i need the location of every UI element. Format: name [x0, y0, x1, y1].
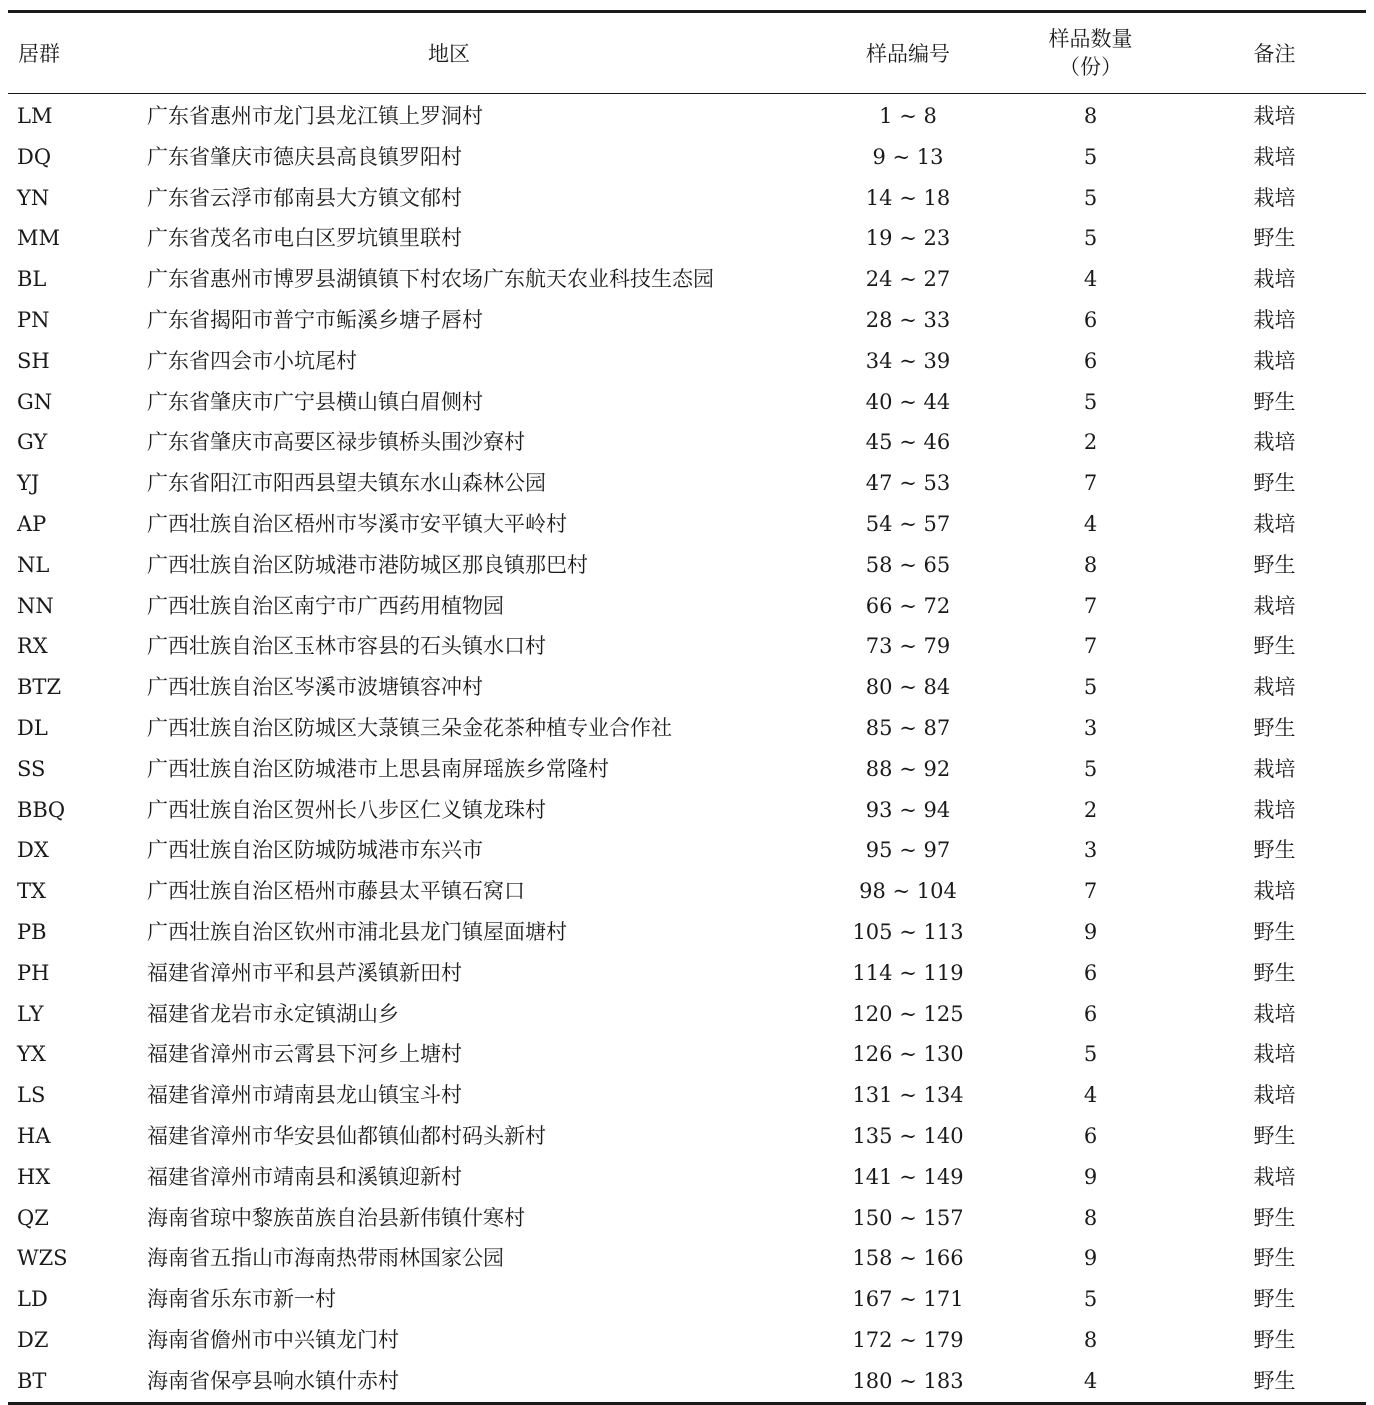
cell-sample-count: 3: [1083, 838, 1098, 863]
cell-region: 广东省惠州市博罗县湖镇镇下村农场广东航天农业科技生态园: [147, 267, 714, 292]
cell-sample-count: 5: [1083, 389, 1098, 414]
table-row: [8, 708, 1366, 749]
cell-region: 广西壮族自治区防城防城港市东兴市: [147, 838, 483, 863]
cell-region: 广东省肇庆市高要区禄步镇桥头围沙寮村: [147, 430, 525, 455]
cell-sample-count: 9: [1083, 919, 1098, 944]
cell-note: 野生: [1253, 552, 1296, 577]
cell-note: 栽培: [1253, 307, 1296, 332]
cell-population: LS: [17, 1083, 46, 1108]
cell-population: LM: [17, 104, 53, 128]
cell-note: 野生: [1253, 715, 1296, 740]
cell-sample-ids: 158 ~ 166: [852, 1246, 964, 1271]
cell-region: 海南省乐东市新一村: [147, 1287, 336, 1312]
cell-note: 栽培: [1253, 511, 1296, 536]
cell-population: DQ: [17, 144, 52, 169]
cell-note: 野生: [1253, 471, 1296, 496]
cell-population: SS: [17, 756, 46, 781]
cell-region: 广西壮族自治区梧州市岑溪市安平镇大平岭村: [147, 511, 567, 536]
cell-sample-count: 5: [1083, 1042, 1098, 1067]
table-row: [8, 1198, 1366, 1239]
cell-region: 福建省龙岩市永定镇湖山乡: [147, 1001, 399, 1026]
cell-sample-ids: 167 ~ 171: [852, 1287, 964, 1312]
cell-note: 栽培: [1253, 797, 1296, 822]
header-population: 居群: [18, 42, 60, 66]
cell-note: 栽培: [1253, 430, 1296, 455]
cell-sample-ids: 19 ~ 23: [865, 226, 951, 251]
cell-population: PH: [17, 960, 50, 985]
cell-sample-count: 8: [1083, 104, 1098, 128]
cell-region: 广东省揭阳市普宁市鲘溪乡塘子唇村: [147, 307, 483, 332]
cell-region: 广西壮族自治区南宁市广西药用植物园: [147, 593, 504, 618]
cell-sample-ids: 98 ~ 104: [859, 879, 957, 904]
cell-region: 福建省漳州市云霄县下河乡上塘村: [147, 1042, 462, 1067]
cell-population: DZ: [17, 1327, 49, 1352]
cell-population: GY: [17, 430, 48, 455]
header-note: 备注: [1253, 42, 1296, 66]
cell-sample-count: 5: [1083, 1287, 1098, 1312]
cell-note: 野生: [1253, 960, 1296, 985]
table-row: [8, 218, 1366, 259]
cell-sample-ids: 141 ~ 149: [852, 1164, 964, 1189]
cell-sample-ids: 95 ~ 97: [865, 838, 951, 863]
table-row: [8, 137, 1366, 178]
cell-population: WZS: [17, 1246, 68, 1271]
table-row: [8, 667, 1366, 708]
table-row: [8, 1279, 1366, 1320]
cell-population: QZ: [17, 1205, 49, 1230]
cell-sample-count: 7: [1083, 471, 1098, 496]
cell-region: 福建省漳州市平和县芦溪镇新田村: [147, 960, 462, 985]
cell-sample-count: 2: [1083, 430, 1098, 455]
cell-region: 广西壮族自治区防城区大菉镇三朵金花茶种植专业合作社: [147, 715, 672, 740]
table-row: [8, 586, 1366, 627]
cell-region: 广西壮族自治区防城港市港防城区那良镇那巴村: [147, 552, 588, 577]
cell-note: 栽培: [1253, 185, 1296, 210]
cell-sample-ids: 9 ~ 13: [872, 144, 944, 169]
table-row: [8, 96, 1366, 137]
cell-note: 野生: [1253, 226, 1296, 251]
cell-population: LY: [17, 1001, 44, 1026]
cell-sample-ids: 54 ~ 57: [865, 511, 951, 536]
cell-sample-ids: 80 ~ 84: [865, 675, 951, 700]
cell-sample-count: 7: [1083, 634, 1098, 659]
cell-note: 野生: [1253, 1368, 1296, 1393]
cell-sample-count: 7: [1083, 879, 1098, 904]
table-row: [8, 790, 1366, 831]
cell-sample-ids: 105 ~ 113: [852, 919, 964, 944]
cell-region: 广西壮族自治区岑溪市波塘镇容冲村: [147, 675, 483, 700]
table-row: [8, 871, 1366, 912]
cell-sample-ids: 34 ~ 39: [865, 348, 951, 373]
table-row: [8, 1034, 1366, 1075]
cell-population: YN: [17, 185, 50, 210]
cell-population: MM: [17, 226, 61, 251]
cell-sample-count: 5: [1083, 226, 1098, 251]
cell-region: 广西壮族自治区玉林市容县的石头镇水口村: [147, 634, 546, 659]
cell-population: PB: [17, 919, 47, 944]
cell-sample-count: 4: [1083, 267, 1098, 292]
cell-region: 广东省茂名市电白区罗坑镇里联村: [147, 226, 462, 251]
cell-sample-ids: 180 ~ 183: [852, 1368, 964, 1393]
cell-sample-count: 5: [1083, 675, 1098, 700]
table-row: [8, 178, 1366, 219]
cell-sample-count: 4: [1083, 1083, 1098, 1108]
cell-note: 野生: [1253, 1123, 1296, 1148]
cell-sample-ids: 66 ~ 72: [865, 593, 951, 618]
cell-note: 栽培: [1253, 348, 1296, 373]
cell-population: DX: [17, 838, 49, 863]
cell-sample-ids: 1 ~ 8: [879, 104, 937, 128]
cell-sample-ids: 28 ~ 33: [865, 307, 951, 332]
cell-sample-count: 9: [1083, 1246, 1098, 1271]
cell-sample-count: 6: [1083, 1001, 1098, 1026]
cell-region: 广东省云浮市郁南县大方镇文郁村: [147, 185, 462, 210]
table-row: [8, 749, 1366, 790]
cell-sample-count: 6: [1083, 960, 1098, 985]
cell-note: 栽培: [1253, 144, 1296, 169]
cell-note: 栽培: [1253, 1042, 1296, 1067]
cell-population: TX: [17, 879, 46, 904]
cell-region: 海南省五指山市海南热带雨林国家公园: [147, 1246, 504, 1271]
table-row: [8, 912, 1366, 953]
cell-sample-count: 5: [1083, 185, 1098, 210]
table-row: [8, 994, 1366, 1035]
cell-sample-ids: 85 ~ 87: [865, 715, 951, 740]
cell-population: YJ: [17, 471, 40, 496]
cell-population: BBQ: [17, 797, 66, 822]
cell-sample-ids: 47 ~ 53: [865, 471, 951, 496]
cell-sample-ids: 150 ~ 157: [852, 1205, 964, 1230]
cell-population: BL: [17, 267, 47, 292]
cell-sample-ids: 120 ~ 125: [852, 1001, 964, 1026]
cell-sample-count: 6: [1083, 307, 1098, 332]
cell-population: DL: [17, 715, 48, 740]
cell-sample-count: 4: [1083, 1368, 1098, 1393]
cell-sample-ids: 135 ~ 140: [852, 1123, 964, 1148]
cell-sample-ids: 14 ~ 18: [865, 185, 951, 210]
cell-sample-count: 5: [1083, 144, 1098, 169]
cell-region: 福建省漳州市华安县仙都镇仙都村码头新村: [147, 1123, 546, 1148]
table-row: [8, 300, 1366, 341]
cell-note: 栽培: [1253, 593, 1296, 618]
cell-sample-count: 6: [1083, 1123, 1098, 1148]
table-row: [8, 1157, 1366, 1198]
cell-note: 野生: [1253, 919, 1296, 944]
cell-population: RX: [17, 634, 48, 659]
cell-population: BTZ: [17, 675, 62, 700]
cell-sample-count: 8: [1083, 1327, 1098, 1352]
cell-sample-ids: 114 ~ 119: [852, 960, 964, 985]
cell-population: HX: [17, 1164, 51, 1189]
table-header: [8, 13, 1366, 93]
table-row: [8, 259, 1366, 300]
cell-region: 海南省儋州市中兴镇龙门村: [147, 1327, 399, 1352]
cell-population: HA: [17, 1123, 51, 1148]
cell-population: SH: [17, 348, 50, 373]
cell-note: 栽培: [1253, 1164, 1296, 1189]
cell-note: 栽培: [1253, 1083, 1296, 1108]
cell-region: 广东省肇庆市广宁县横山镇白眉侧村: [147, 389, 483, 414]
cell-note: 野生: [1253, 1327, 1296, 1352]
cell-region: 海南省保亭县响水镇什赤村: [147, 1368, 399, 1393]
cell-sample-count: 5: [1083, 756, 1098, 781]
cell-sample-ids: 93 ~ 94: [865, 797, 951, 822]
cell-sample-count: 9: [1083, 1164, 1098, 1189]
cell-note: 栽培: [1253, 756, 1296, 781]
cell-note: 野生: [1253, 838, 1296, 863]
cell-sample-ids: 73 ~ 79: [865, 634, 951, 659]
header-sample-ids: 样品编号: [866, 42, 950, 66]
cell-region: 广东省四会市小坑尾村: [147, 348, 357, 373]
cell-region: 广西壮族自治区贺州长八步区仁义镇龙珠村: [147, 797, 546, 822]
cell-sample-count: 6: [1083, 348, 1098, 373]
cell-sample-count: 8: [1083, 552, 1098, 577]
cell-note: 栽培: [1253, 879, 1296, 904]
cell-note: 野生: [1253, 1246, 1296, 1271]
cell-population: NN: [17, 593, 54, 618]
table-row: [8, 1116, 1366, 1157]
table-row: [8, 1320, 1366, 1361]
table-row: [8, 953, 1366, 994]
cell-note: 野生: [1253, 389, 1296, 414]
cell-sample-ids: 40 ~ 44: [865, 389, 951, 414]
cell-sample-ids: 24 ~ 27: [865, 267, 951, 292]
cell-note: 栽培: [1253, 104, 1296, 128]
table-row: [8, 422, 1366, 463]
cell-population: LD: [17, 1287, 48, 1312]
table-row: [8, 1075, 1366, 1116]
cell-sample-ids: 172 ~ 179: [852, 1327, 964, 1352]
cell-population: AP: [17, 511, 47, 536]
cell-region: 广东省惠州市龙门县龙江镇上罗洞村: [147, 104, 483, 128]
cell-note: 栽培: [1253, 675, 1296, 700]
cell-note: 野生: [1253, 1287, 1296, 1312]
table-row: [8, 463, 1366, 504]
table-row: [8, 626, 1366, 667]
cell-sample-count: 7: [1083, 593, 1098, 618]
cell-sample-ids: 88 ~ 92: [865, 756, 951, 781]
table-row: [8, 830, 1366, 871]
table-row: [8, 1361, 1366, 1402]
header-sample-count: [1008, 13, 1173, 93]
cell-note: 栽培: [1253, 267, 1296, 292]
header-region: 地区: [428, 42, 470, 66]
cell-population: PN: [17, 307, 50, 332]
cell-sample-ids: 45 ~ 46: [865, 430, 951, 455]
cell-note: 野生: [1253, 634, 1296, 659]
table-row: [8, 382, 1366, 423]
cell-sample-ids: 58 ~ 65: [865, 552, 951, 577]
cell-sample-count: 3: [1083, 715, 1098, 740]
cell-region: 广西壮族自治区梧州市藤县太平镇石窝口: [147, 879, 525, 904]
sample-table: [8, 10, 1366, 1405]
cell-population: NL: [17, 552, 50, 577]
table-row: [8, 1238, 1366, 1279]
cell-sample-ids: 131 ~ 134: [852, 1083, 964, 1108]
table-bottom-rule: [8, 1402, 1366, 1405]
cell-population: GN: [17, 389, 53, 414]
cell-region: 广东省阳江市阳西县望夫镇东水山森林公园: [147, 471, 546, 496]
table-body: [8, 94, 1366, 1402]
cell-region: 广西壮族自治区钦州市浦北县龙门镇屋面塘村: [147, 919, 567, 944]
cell-sample-count: 4: [1083, 511, 1098, 536]
cell-sample-count: 8: [1083, 1205, 1098, 1230]
table-row: [8, 504, 1366, 545]
cell-region: 广西壮族自治区防城港市上思县南屏瑶族乡常隆村: [147, 756, 609, 781]
cell-sample-ids: 126 ~ 130: [852, 1042, 964, 1067]
cell-population: BT: [17, 1368, 47, 1393]
cell-sample-count: 2: [1083, 797, 1098, 822]
cell-region: 福建省漳州市靖南县和溪镇迎新村: [147, 1164, 462, 1189]
cell-note: 野生: [1253, 1205, 1296, 1230]
cell-region: 海南省琼中黎族苗族自治县新伟镇什寒村: [147, 1205, 525, 1230]
table-row: [8, 545, 1366, 586]
cell-population: YX: [17, 1042, 46, 1067]
cell-region: 广东省肇庆市德庆县高良镇罗阳村: [147, 144, 462, 169]
cell-note: 栽培: [1253, 1001, 1296, 1026]
header-sample-count-line1: 样品数量: [1048, 27, 1133, 51]
header-sample-count-line2: （份）: [1059, 55, 1122, 79]
table-row: [8, 341, 1366, 382]
cell-region: 福建省漳州市靖南县龙山镇宝斗村: [147, 1083, 462, 1108]
